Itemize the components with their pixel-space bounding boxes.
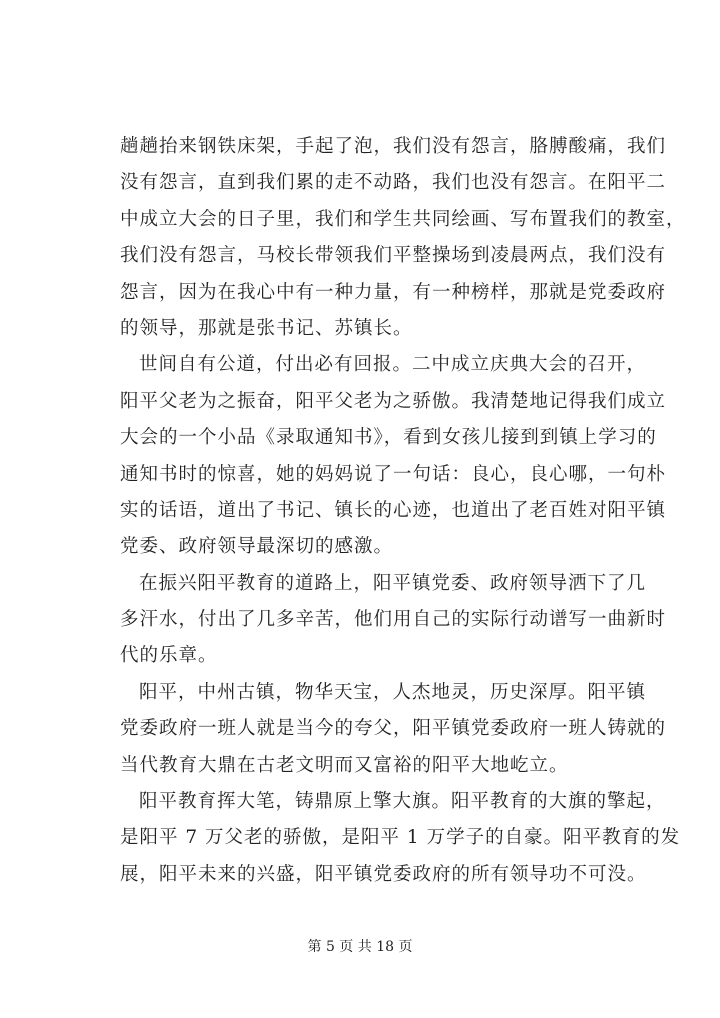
- text-line: 在振兴阳平教育的道路上，阳平镇党委、政府领导洒下了几: [139, 572, 647, 594]
- text-line: 我们没有怨言，马校长带领我们平整操场到凌晨两点，我们没有: [120, 245, 667, 267]
- document-body: [120, 129, 686, 893]
- text-line: 是阳平 7 万父老的骄傲，是阳平 1 万学子的自豪。阳平教育的发: [120, 827, 681, 849]
- text-line: 世间自有公道，付出必有回报。二中成立庆典大会的召开，: [139, 354, 647, 376]
- paragraph: [120, 566, 667, 675]
- text-line: 怨言，因为在我心中有一种力量，有一种榜样，那就是党委政府: [120, 281, 667, 303]
- page-number-footer: 第 5 页 共 18 页: [307, 939, 413, 955]
- text-line: 阳平父老为之振奋，阳平父老为之骄傲。我清楚地记得我们成立: [120, 390, 667, 412]
- paragraph: [120, 784, 681, 893]
- text-line: 党委政府一班人就是当今的夸父，阳平镇党委政府一班人铸就的: [120, 718, 667, 740]
- text-line: 通知书时的惊喜，她的妈妈说了一句话：良心，良心哪，一句朴: [120, 463, 667, 485]
- text-line: 党委、政府领导最深切的感激。: [120, 536, 394, 558]
- text-line: 代的乐章。: [120, 645, 218, 667]
- text-line: 阳平，中州古镇，物华天宝，人杰地灵，历史深厚。阳平镇: [139, 681, 647, 703]
- text-line: 的领导，那就是张书记、苏镇长。: [120, 317, 413, 339]
- text-line: 趟趟抬来钢铁床架，手起了泡，我们没有怨言，胳膊酸痛，我们: [120, 136, 667, 157]
- text-line: 没有怨言，直到我们累的走不动路，我们也没有怨言。在阳平二: [120, 172, 667, 194]
- text-line: 当代教育大鼎在古老文明而又富裕的阳平大地屹立。: [120, 754, 569, 776]
- paragraph: [120, 347, 667, 565]
- text-line: 展，阳平未来的兴盛，阳平镇党委政府的所有领导功不可没。: [120, 863, 647, 885]
- text-line: 阳平教育挥大笔，铸鼎原上擎大旗。阳平教育的大旗的擎起，: [139, 791, 666, 813]
- text-line: 大会的一个小品《录取通知书》，看到女孩儿接到到镇上学习的: [120, 427, 657, 449]
- paragraph: [120, 675, 667, 784]
- paragraph: [120, 129, 686, 347]
- text-line: 中成立大会的日子里，我们和学生共同绘画、写布置我们的教室，: [120, 208, 686, 230]
- text-line: 多汗水，付出了几多辛苦，他们用自己的实际行动谱写一曲新时: [120, 609, 667, 631]
- text-line: 实的话语，道出了书记、镇长的心迹，也道出了老百姓对阳平镇: [120, 499, 667, 521]
